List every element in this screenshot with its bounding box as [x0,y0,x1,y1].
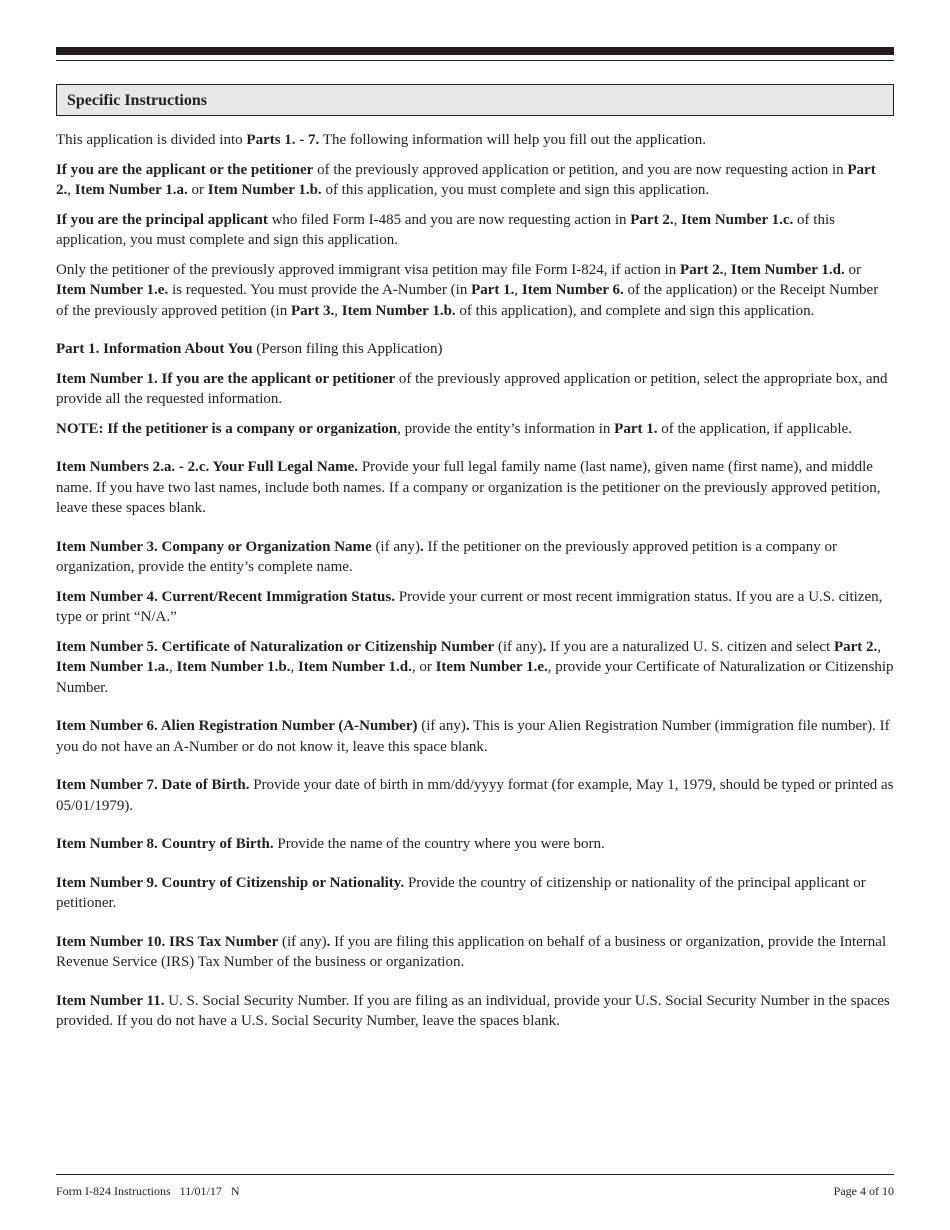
text: of this application), and complete and sign this application. [455,302,815,319]
bold-text: Item Number 1.b. [176,659,291,675]
instruction-paragraph [56,587,894,628]
text: Provide your full legal family name (last name), given name (first name), and middle name. If you have two last names, include both names. If a company or organization is the petitioner on the previously approved petition, leave these spaces blank. [56,459,881,516]
text: or [844,261,861,278]
bold-text: Item Number 1.a. [56,659,170,675]
bold-text: NOTE: If the petitioner is a company or organization [56,420,398,437]
text: , [290,659,298,675]
bold-text: Item Number 7. Date of Birth. [56,777,250,793]
bold-text: Part 3. [290,302,335,319]
text: (if any) [278,933,327,950]
header-rule-thin [56,60,894,61]
text: (if any) [417,718,466,734]
bold-text: Item Number 1.d. [730,261,845,278]
footer-form-id: Form I-824 Instructions 11/01/17 N [56,1184,240,1198]
instruction-paragraph [56,369,894,410]
text: of the application, if applicable. [657,420,852,437]
bold-text: Item Number 4. Current/Recent Immigration Status. [56,588,395,605]
instruction-paragraph [56,637,894,699]
bold-text: If you are the principal applicant [56,211,268,228]
bold-text: Item Number 5. Certificate of Naturalization or Citizenship Number [56,638,495,655]
bold-text: Part 1. Information About You [56,341,253,357]
text: (if any) [371,538,420,555]
text: of the application) or the Receipt Number of the previously approved petition (in [56,282,879,319]
instruction-paragraph [56,260,894,322]
instruction-paragraph [56,834,894,855]
bold-text: Part 1. [614,420,658,437]
text: Provide the country of citizenship or nationality of the principal applicant or petitioner. [56,874,866,911]
text: , [169,659,177,675]
text: of the previously approved application or petition, select the appropriate box, and provide all the requested information. [56,370,888,407]
instruction-paragraph [56,537,894,578]
instruction-paragraph [56,991,894,1032]
instruction-paragraph [56,873,894,914]
text: If you are filing this application on behalf of a business or organization, provide the Internal Revenue Service (IRS) Tax Number of the business or organization. [56,933,887,970]
text: (Person filing this Application) [252,341,443,357]
text: , [334,302,342,319]
text: This is your Alien Registration Number (immigration file number). If you do not have an A-Number or do not know it, leave this space blank. [56,718,890,755]
bold-text: Part 2. [630,211,674,228]
bold-text: Part 1. [471,282,515,298]
text: , [877,638,882,655]
bold-text: Item Number 1.c. [681,211,794,228]
text: (if any) [494,638,543,655]
bold-text: Item Number 6. [521,282,624,298]
instruction-paragraph [56,775,894,816]
bold-text: . [542,638,547,655]
bold-text: Part 2. [680,261,724,278]
text: If the petitioner on the previously approved petition is a company or organization, provide the entity’s complete name. [56,538,837,575]
instruction-paragraph [56,160,894,201]
text: The following information will help you fill out the application. [319,132,707,148]
instruction-paragraph [56,210,894,251]
text: , provide the entity’s information in [397,420,615,437]
instructions-body [56,130,894,1032]
text: or [187,182,208,198]
text: If you are a naturalized U. S. citizen and select [546,638,834,655]
bold-text: Part 2. [56,161,876,198]
bold-text: Item Number 1.e. [56,282,169,298]
text: , provide your Certificate of Naturalization or Citizenship Number. [56,659,894,696]
bold-text: If you are the applicant or the petitioner [56,161,314,178]
bold-text: Item Number 3. Company or Organization Name [56,538,372,555]
text: who filed Form I-485 and you are now requesting action in [267,211,631,228]
instruction-paragraph [56,419,894,440]
bold-text: Item Numbers 2.a. - 2.c. Your Full Legal Name. [56,459,359,475]
text: This application is divided into [56,132,247,148]
bold-text: Item Number 1.b. [341,302,456,319]
bold-text: Parts 1. - 7. [246,132,320,148]
footer-rule [56,1174,894,1175]
instruction-paragraph [56,339,894,360]
section-title: Specific Instructions [67,92,207,109]
bold-text: Item Number 8. Country of Birth. [56,836,274,852]
footer-page-number: Page 4 of 10 [833,1184,894,1198]
bold-text: . [465,718,470,734]
header-rule-thick [56,47,894,55]
text: Only the petitioner of the previously approved immigrant visa petition may file Form I-824, if action in [56,261,681,278]
bold-text: Item Number 11. [56,992,165,1009]
instruction-paragraph [56,716,894,757]
bold-text: Item Number 1. If you are the applicant or petitioner [56,370,396,387]
instruction-paragraph [56,130,894,151]
bold-text: Part 2. [833,638,878,655]
instruction-paragraph [56,932,894,973]
text: , [723,261,731,278]
bold-text: Item Number 1.d. [297,659,412,675]
bold-text: Item Number 1.e. [435,659,548,675]
text: of this application, you must complete and sign this application. [56,211,835,248]
bold-text: Item Number 9. Country of Citizenship or Nationality. [56,874,405,891]
bold-text: Item Number 10. IRS Tax Number [56,933,279,950]
text: U. S. Social Security Number. If you are filing as an individual, provide your U.S. Social Security Number in the spaces provided. If you do not have a U.S. Social Security Number, leave the spaces blank. [56,992,890,1029]
text: Provide your current or most recent immigration status. If you are a U.S. citizen, type or print “N/A.” [56,588,883,625]
bold-text: . [420,538,424,555]
text: is requested. You must provide the A-Number (in [168,282,472,298]
instruction-paragraph [56,457,894,519]
text: , [514,282,522,298]
text: , [67,182,75,198]
text: , [673,211,682,228]
text: of this application, you must complete and sign this application. [321,182,710,198]
text: Provide your date of birth in mm/dd/yyyy format (for example, May 1, 1979, should be typed or printed as 05/01/1979). [56,777,894,814]
bold-text: Item Number 1.a. [74,182,188,198]
bold-text: Item Number 1.b. [207,182,322,198]
bold-text: Item Number 6. Alien Registration Number (A-Number) [56,718,418,734]
bold-text: . [326,933,331,950]
text: , or [411,659,436,675]
text: of the previously approved application or petition, and you are now requesting action in [313,161,848,178]
text: Provide the name of the country where you were born. [273,836,605,852]
section-header [56,84,894,116]
